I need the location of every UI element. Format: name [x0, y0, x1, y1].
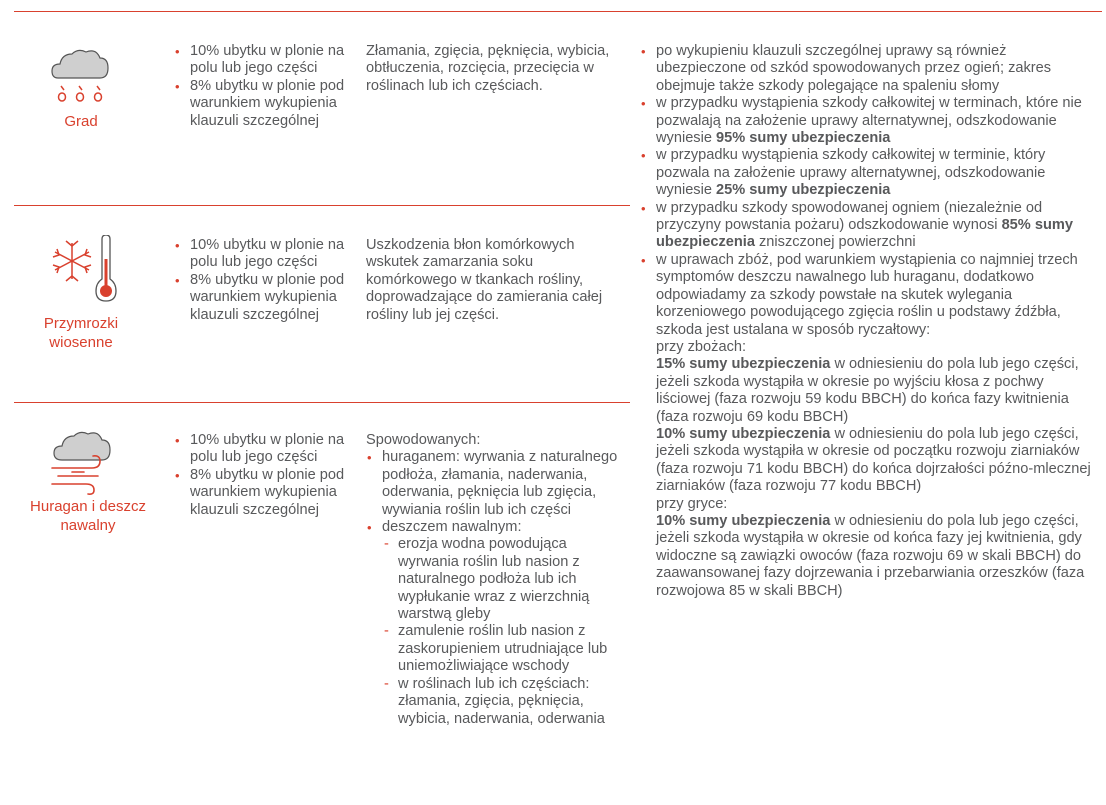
risk-label-przymrozki: Przymrozki wiosenne [43, 315, 119, 351]
list-item: • deszczem nawalnym: - erozja wodna powodująca wyrwania roślin lub nasion z naturalnego podłoża lub ich wypłukanie wraz z wierzchnią warstwą gleby - zamulenie roślin lub nasion z zaskorupieniem utrudniające lub uniemożliwiające wschody - w roślinach lub ich częściach: złamania, zgięcia, pęknięcia, wybicia, naderwania, oderwania [366, 519, 620, 728]
hail-cloud-icon [50, 44, 112, 106]
list-item: • 8% ubytku w plonie pod warunkiem wykupienia klauzuli szczególnej [174, 78, 352, 130]
additional-notes [640, 43, 1094, 600]
list-item: • 10% ubytku w plonie na polu lub jego części [174, 43, 352, 78]
list-item: • 8% ubytku w plonie pod warunkiem wykupienia klauzuli szczególnej [174, 272, 352, 324]
list-item: • huraganem: wyrwania z naturalnego podłoża, złamania, naderwania, oderwania, pęknięcia lub zgięcia, wywiania roślin lub ich części [366, 449, 620, 519]
note-item: • w przypadku szkody spowodowanej ogniem (niezależnie od przyczyny powstania pożaru) odszkodowanie wynosi 85% sumy ubezpieczenia zniszczonej powierzchni [640, 200, 1094, 252]
sub-list-item: - zamulenie roślin lub nasion z zaskorupieniem utrudniające lub uniemożliwiające wschody [382, 623, 620, 675]
note-item: • w przypadku wystąpienia szkody całkowitej w terminie, który pozwala na założenie uprawy alternatywnej, odszkodowanie wyniesie 25% sumy ubezpieczenia [640, 147, 1094, 199]
sub-list-item: - erozja wodna powodująca wyrwania roślin lub nasion z naturalnego podłoża lub ich wypłukanie wraz z wierzchnią warstwą gleby [382, 536, 620, 623]
wind-rain-cloud-icon [48, 430, 118, 496]
grains-rate-2: 10% sumy ubezpieczenia w odniesieniu do pola lub jego części, jeżeli szkoda wystąpiła w okresie od początku rozwoju ziarniaków (faza rozwoju 71 kodu BBCH) do końca dojrzałości późno-mlecznej ziarniaków (faza rozwoju 77 kodu BBCH) [656, 425, 1091, 495]
loss-threshold-list [174, 237, 352, 324]
note-item: • w uprawach zbóż, pod warunkiem wystąpienia co najmniej trzech symptomów deszczu nawalnego lub huraganu, dodatkowo odpowiadamy za szkody powstałe na skutek wylegania korzeniowego powodującego zgięcia roślin u podstawy źdźbła, szkoda jest ustalana w sposób ryczałtowy: przy zbożach: 15% sumy ubezpieczenia w odniesieniu do pola lub jego części, jeżeli szkoda wystąpiła w okresie po wyjściu kłosa z pochwy liściowej (faza rozwoju 59 kodu BBCH) do końca fazy kwitnienia (faza rozwoju 69 kodu BBCH) 10% sumy ubezpieczenia w odniesieniu do pola lub jego części, jeżeli szkoda wystąpiła w okresie od początku rozwoju ziarniaków (faza rozwoju 71 kodu BBCH) do końca dojrzałości późno-mlecznej ziarniaków (faza rozwoju 77 kodu BBCH) przy gryce: 10% sumy ubezpieczenia w odniesieniu do pola lub jego części, jeżeli szkoda wystąpiła w okresie od końca fazy jej kwitnienia, gdy widoczne są zawiązki owoców (faza rozwoju 69 w skali BBCH) do zaawansowanej fazy dojrzewania i przebarwiania orzeszków (faza rozwojowa 85 w skali BBCH) [640, 252, 1094, 600]
damage-description: Złamania, zgięcia, pęknięcia, wybicia, obtłuczenia, rozcięcia, przecięcia w roślinach lub ich częściach. [366, 43, 610, 94]
list-item: • 8% ubytku w plonie pod warunkiem wykupienia klauzuli szczególnej [174, 467, 352, 519]
damage-intro: Spowodowanych: [366, 432, 481, 448]
grains-label: przy zbożach: [656, 338, 747, 355]
damage-description [366, 432, 620, 728]
buckwheat-label: przy gryce: [656, 495, 728, 512]
buckwheat-rate: 10% sumy ubezpieczenia w odniesieniu do pola lub jego części, jeżeli szkoda wystąpiła w okresie od końca fazy jej kwitnienia, gdy widoczne są zawiązki owoców (faza rozwoju 69 w skali BBCH) do zaawansowanej fazy dojrzewania i przebarwiania orzeszków (faza rozwojowa 85 w skali BBCH) [656, 512, 1085, 599]
loss-threshold-list [174, 43, 352, 130]
list-item: • 10% ubytku w plonie na polu lub jego części [174, 237, 352, 272]
risk-label-huragan: Huragan i deszcz nawalny [30, 498, 146, 534]
row-divider-2 [14, 402, 630, 403]
row-divider-1 [14, 205, 630, 206]
grains-rate-1: 15% sumy ubezpieczenia w odniesieniu do pola lub jego części, jeżeli szkoda wystąpiła w okresie po wyjściu kłosa z pochwy liściowej (faza rozwoju 59 kodu BBCH) do końca fazy kwitnienia (faza rozwoju 69 kodu BBCH) [656, 356, 1079, 425]
note-item: • po wykupieniu klauzuli szczególnej uprawy są również ubezpieczone od szkód spowodowanych przez ogień; zakres obejmuje także szkody polegające na spaleniu słomy [640, 43, 1094, 95]
risk-label-grad: Grad [64, 113, 98, 130]
frost-thermometer-icon [50, 235, 130, 309]
note-item: • w przypadku wystąpienia szkody całkowitej w terminach, które nie pozwalają na założenie uprawy alternatywnej, odszkodowanie wyniesie 95% sumy ubezpieczenia [640, 95, 1094, 147]
sub-list-item: - w roślinach lub ich częściach: złamania, zgięcia, pęknięcia, wybicia, naderwania, oderwania [382, 676, 620, 728]
loss-threshold-list [174, 432, 352, 519]
damage-description: Uszkodzenia błon komórkowych wskutek zamarzania soku komórkowego w tkankach rośliny, doprowadzające do zamierania całej rośliny lub jej części. [366, 237, 603, 323]
top-divider [14, 11, 1102, 12]
list-item: • 10% ubytku w plonie na polu lub jego części [174, 432, 352, 467]
